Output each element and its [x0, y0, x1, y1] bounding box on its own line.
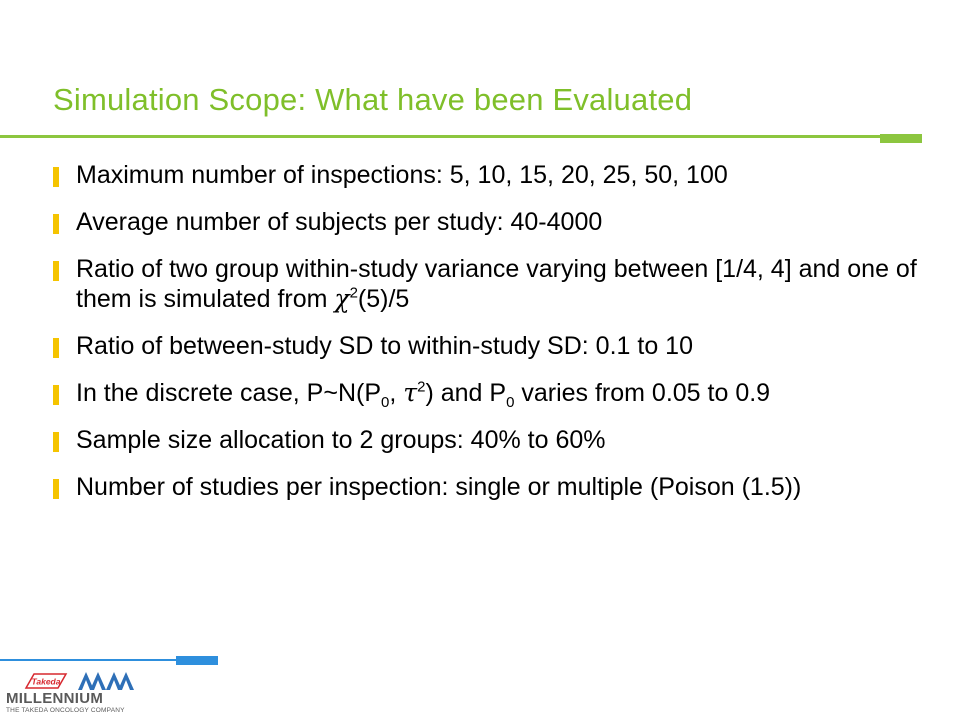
bullet-marker-icon: [53, 261, 59, 281]
bullet-marker-icon: [53, 385, 59, 405]
takeda-logo-icon: [24, 672, 68, 690]
bullet-text: Number of studies per inspection: single or multiple (Poison (1.5)): [76, 473, 802, 501]
bullet-marker-icon: [53, 338, 59, 358]
bullet-item: [0, 378, 960, 411]
bullet-marker-icon: [53, 432, 59, 452]
title-divider: [0, 135, 922, 138]
takeda-logo-text: Takeda: [31, 676, 61, 687]
bullet-text: Sample size allocation to 2 groups: 40% to 60%: [76, 426, 606, 454]
bullet-text: Ratio of two group within-study variance varying between [1/4, 4] and one of them is simulated from $\chi^2(5)/5$: [76, 255, 917, 313]
bullet-marker-icon: [53, 167, 59, 187]
bullet-item: [0, 472, 960, 502]
bullet-text: Average number of subjects per study: 40-4000: [76, 208, 603, 236]
bullet-item: [0, 331, 960, 361]
bullet-marker-icon: [53, 479, 59, 499]
bullet-list: [0, 160, 960, 519]
bullet-item: [0, 425, 960, 455]
bullet-text: In the discrete case, $P\sim N(P_0$, $\tau^2$) and $P_0$ varies from 0.05 to 0.9: [76, 378, 771, 411]
bullet-text: Ratio of between-study SD to within-study SD: 0.1 to 10: [76, 332, 693, 360]
bullet-marker-icon: [53, 214, 59, 234]
title-divider-accent: [880, 134, 922, 143]
logo-tagline: THE TAKEDA ONCOLOGY COMPANY: [6, 707, 125, 714]
bullet-item: [0, 207, 960, 237]
logo-company-name: MILLENNIUM: [6, 690, 104, 707]
slide-title: Simulation Scope: What have been Evaluated: [53, 82, 693, 117]
bullet-text: Maximum number of inspections: 5, 10, 15, 20, 25, 50, 100: [76, 161, 728, 189]
millennium-mark-icon: [76, 671, 136, 691]
footer-divider: [0, 659, 176, 661]
bullet-item: [0, 254, 960, 314]
bullet-item: [0, 160, 960, 190]
footer-divider-accent: [176, 656, 218, 665]
millennium-logo: [6, 669, 160, 715]
